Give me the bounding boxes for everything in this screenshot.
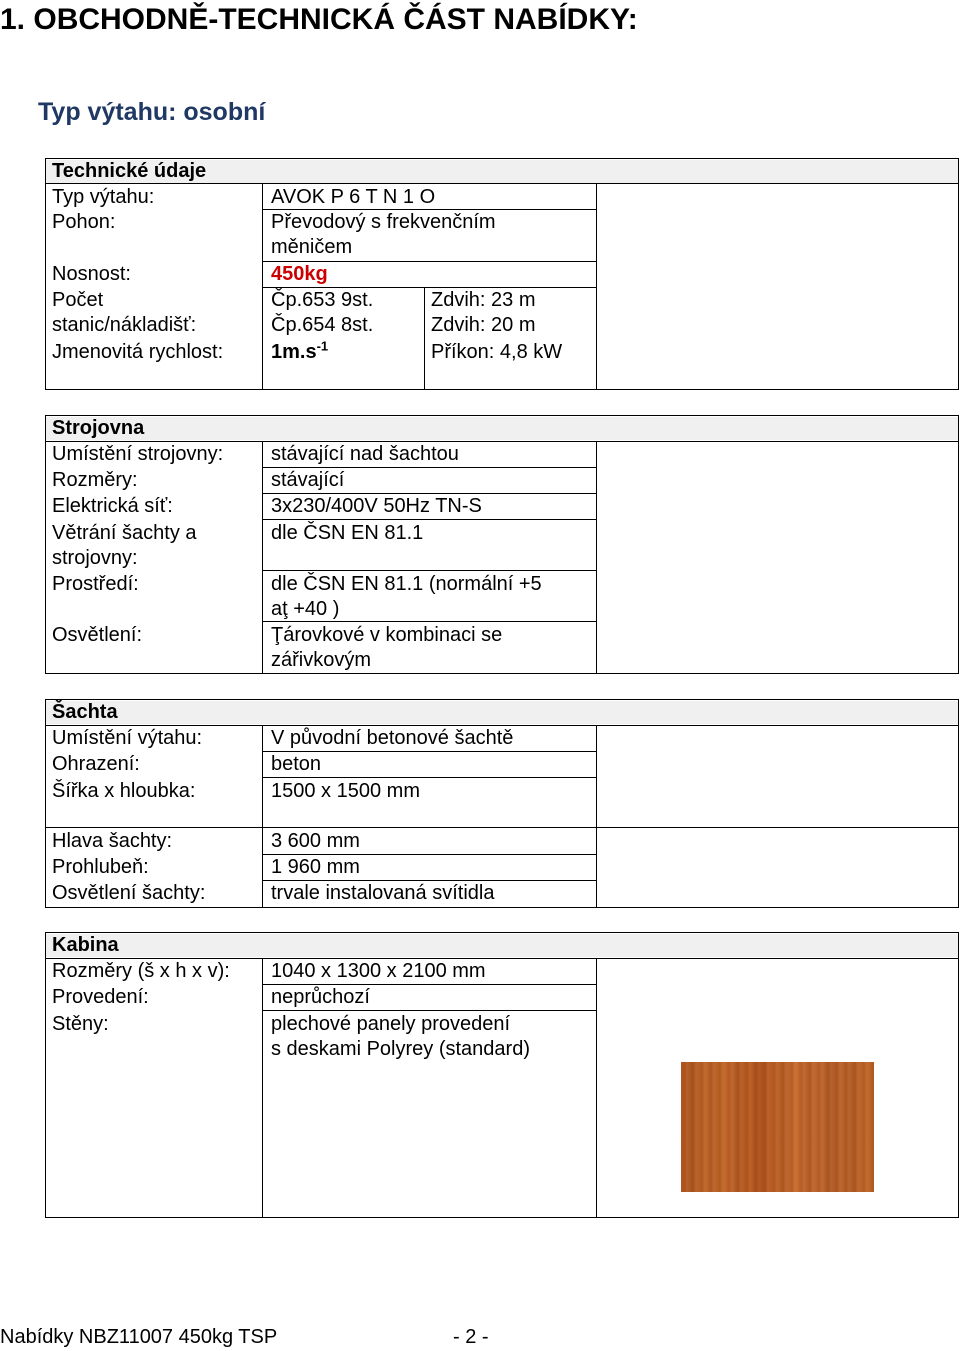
- machine-room-location-value: stávající nad šachtou: [271, 443, 459, 465]
- pit-value: 1 960 mm: [271, 856, 360, 878]
- ventilation-label: Větrání šachty a: [52, 522, 197, 544]
- enclosure-value: beton: [271, 753, 322, 775]
- machine-room-dimensions-value: stávající: [271, 469, 345, 491]
- shaft-head-value: 3 600 mm: [271, 830, 360, 852]
- shaft-size-label: Šířka x hloubka:: [52, 780, 196, 802]
- walls-value-cont: s deskami Polyrey (standard): [271, 1038, 530, 1060]
- speed-value: $1m.s^{-1}$: [271, 338, 329, 363]
- speed-exponent: -1: [316, 338, 329, 354]
- stations-label: Počet: [52, 289, 104, 311]
- type-label: Typ výtahu:: [52, 186, 155, 208]
- page-heading: 1. OBCHODNĚ-TECHNICKÁ ČÁST NABÍDKY:: [0, 3, 638, 36]
- lighting-value-cont: zářivkovým: [271, 649, 372, 671]
- power-value: Příkon: 4,8 kW: [431, 341, 563, 363]
- technical-title: Technické údaje: [52, 160, 207, 182]
- ventilation-value: dle ČSN EN 81.1: [271, 522, 424, 544]
- footer-document-id: Nabídky NBZ11007 450kg TSP: [0, 1326, 278, 1348]
- cabin-title: Kabina: [52, 934, 119, 956]
- pit-label: Prohlubeň:: [52, 856, 149, 878]
- network-label: Elektrická síť:: [52, 495, 173, 517]
- load-label: Nosnost:: [52, 263, 131, 285]
- enclosure-label: Ohrazení:: [52, 753, 140, 775]
- stations-value-654: Čp.654 8st.: [271, 314, 374, 336]
- shaft-location-value: V původní betonové šachtě: [271, 727, 514, 749]
- wood-sample-image: [681, 1062, 874, 1192]
- environment-label: Prostředí:: [52, 573, 139, 595]
- shaft-head-label: Hlava šachty:: [52, 830, 173, 852]
- walls-value: plechové panely provedení: [271, 1013, 511, 1035]
- lift-height-653: Zdvih: 23 m: [431, 289, 536, 311]
- lighting-label: Osvětlení:: [52, 624, 143, 646]
- cabin-design-value: neprůchozí: [271, 986, 370, 1008]
- environment-value: dle ČSN EN 81.1 (normální +5: [271, 573, 542, 595]
- shaft-size-value: 1500 x 1500 mm: [271, 780, 420, 802]
- elevator-type-heading: Typ výtahu: osobní: [38, 98, 266, 126]
- machine-room-location-label: Umístění strojovny:: [52, 443, 224, 465]
- network-value: 3x230/400V 50Hz TN-S: [271, 495, 482, 517]
- shaft-location-label: Umístění výtahu:: [52, 727, 203, 749]
- cabin-design-label: Provedení:: [52, 986, 149, 1008]
- drive-value: Převodový s frekvenčním: [271, 211, 496, 233]
- footer-page-number: - 2 -: [453, 1326, 489, 1348]
- lighting-value: Ţárovkové v kombinaci se: [271, 624, 503, 646]
- speed-label: Jmenovitá rychlost:: [52, 341, 224, 363]
- stations-value-653: Čp.653 9st.: [271, 289, 374, 311]
- shaft-title: Šachta: [52, 701, 118, 723]
- lift-height-654: Zdvih: 20 m: [431, 314, 536, 336]
- drive-value-cont: měničem: [271, 236, 353, 258]
- machine-room-title: Strojovna: [52, 417, 145, 439]
- walls-label: Stěny:: [52, 1013, 109, 1035]
- drive-label: Pohon:: [52, 211, 116, 233]
- ventilation-label-cont: strojovny:: [52, 547, 138, 569]
- stations-label-cont: stanic/nákladišť:: [52, 314, 197, 336]
- cabin-dimensions-value: 1040 x 1300 x 2100 mm: [271, 960, 486, 982]
- shaft-light-value: trvale instalovaná svítidla: [271, 882, 495, 904]
- shaft-light-label: Osvětlení šachty:: [52, 882, 206, 904]
- environment-value-cont: aţ +40 ): [271, 598, 340, 620]
- type-value: AVOK P 6 T N 1 O: [271, 186, 436, 208]
- load-value: 450kg: [271, 263, 328, 285]
- machine-room-dimensions-label: Rozměry:: [52, 469, 138, 491]
- cabin-dimensions-label: Rozměry (š x h x v):: [52, 960, 230, 982]
